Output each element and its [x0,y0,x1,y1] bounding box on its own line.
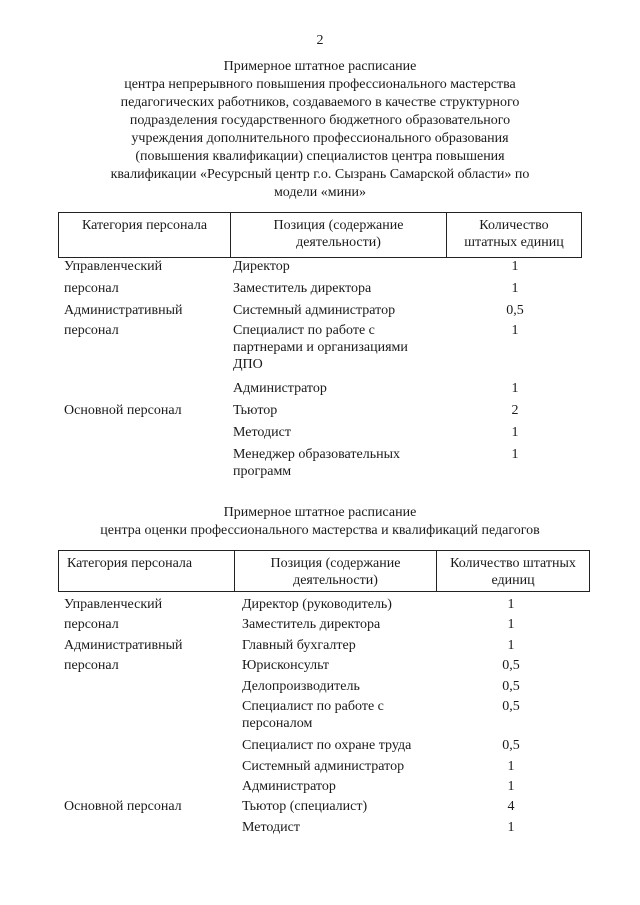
header-quantity-line: единиц [491,573,535,588]
row-category: персонал [64,617,119,632]
row-position-line: программ [233,464,292,479]
row-position-line: Специалист по работе с [242,699,384,714]
row-position: Заместитель директора [242,617,381,632]
row-position: Системный администратор [242,759,405,774]
header-position-line: Позиция (содержание [273,218,404,233]
header-position-line: Позиция (содержание [270,556,401,571]
row-quantity: 1 [511,447,519,462]
row-quantity: 1 [511,259,519,274]
section2-title [60,504,580,540]
row-category: Основной персонал [64,799,182,814]
header-quantity-line: Количество штатных [450,556,576,571]
row-quantity: 1 [507,638,515,653]
row-position: Главный бухгалтер [242,638,356,653]
row-position: Методист [242,820,300,835]
row-position: Специалист по охране труда [242,738,412,753]
row-quantity: 0,5 [502,679,520,694]
row-position: Тьютор [233,403,278,418]
row-quantity: 1 [507,820,515,835]
section1-title-line: квалификации «Ресурсный центр г.о. Сызрань Самарской области» по [110,167,530,182]
header-position [231,213,447,257]
row-quantity: 0,5 [506,303,524,318]
row-position: Системный администратор [233,303,396,318]
row-quantity: 1 [507,779,515,794]
row-position: Тьютор (специалист) [242,799,368,814]
section1-title-line: Примерное штатное расписание [223,59,417,74]
row-position-line: Менеджер образовательных [233,447,400,462]
header-quantity [437,551,589,591]
row-category: Управленческий [64,597,163,612]
row-quantity: 1 [507,617,515,632]
row-quantity: 1 [511,323,519,338]
row-quantity: 1 [511,381,519,396]
row-category: Административный [64,303,183,318]
table2-header [58,550,590,592]
row-position-line: ДПО [233,357,263,372]
row-quantity: 0,5 [502,738,520,753]
section1-title-line: учреждения дополнительного профессионального образования [131,131,509,146]
row-quantity: 2 [511,403,519,418]
row-position-line: персоналом [242,716,313,731]
row-category: персонал [64,658,119,673]
header-position-line: деятельности) [296,235,381,250]
row-quantity: 1 [511,425,519,440]
section2-title-line: центра оценки профессионального мастерства и квалификаций педагогов [100,523,540,538]
row-position: Администратор [233,381,327,396]
row-position-line: Специалист по работе с [233,323,375,338]
header-quantity-line: Количество [479,218,549,233]
section2-title-line: Примерное штатное расписание [223,505,417,520]
header-position-line: деятельности) [293,573,378,588]
row-position [233,446,438,480]
header-quantity [447,213,581,257]
row-position: Юрисконсульт [242,658,330,673]
header-category: Категория персонала [59,551,235,591]
header-quantity-line: штатных единиц [464,235,564,250]
row-category: Управленческий [64,259,163,274]
row-position [242,698,447,732]
row-position-line: партнерами и организациями [233,340,408,355]
table1-header [58,212,582,258]
section1-title-line: модели «мини» [273,185,367,200]
row-quantity: 1 [511,281,519,296]
row-quantity: 0,5 [502,699,520,714]
header-category: Категория персонала [59,213,231,257]
row-quantity: 1 [507,759,515,774]
row-category: персонал [64,281,119,296]
row-category: Административный [64,638,183,653]
row-category: персонал [64,323,119,338]
page-number: 2 [316,33,324,48]
row-quantity: 0,5 [502,658,520,673]
section1-title-line: педагогических работников, создаваемого в качестве структурного [120,95,520,110]
section1-title-line: (повышения квалификации) специалистов центра повышения [135,149,505,164]
row-quantity: 1 [507,597,515,612]
header-position [235,551,437,591]
section1-title-line: центра непрерывного повышения профессионального мастерства [124,77,516,92]
section1-title [60,58,580,202]
row-position [233,322,438,373]
row-position: Делопроизводитель [242,679,360,694]
row-quantity: 4 [507,799,515,814]
row-position: Администратор [242,779,336,794]
section1-title-line: подразделения государственного бюджетного образовательного [129,113,511,128]
row-position: Методист [233,425,291,440]
row-category: Основной персонал [64,403,182,418]
row-position: Директор [233,259,290,274]
row-position: Директор (руководитель) [242,597,392,612]
row-position: Заместитель директора [233,281,372,296]
